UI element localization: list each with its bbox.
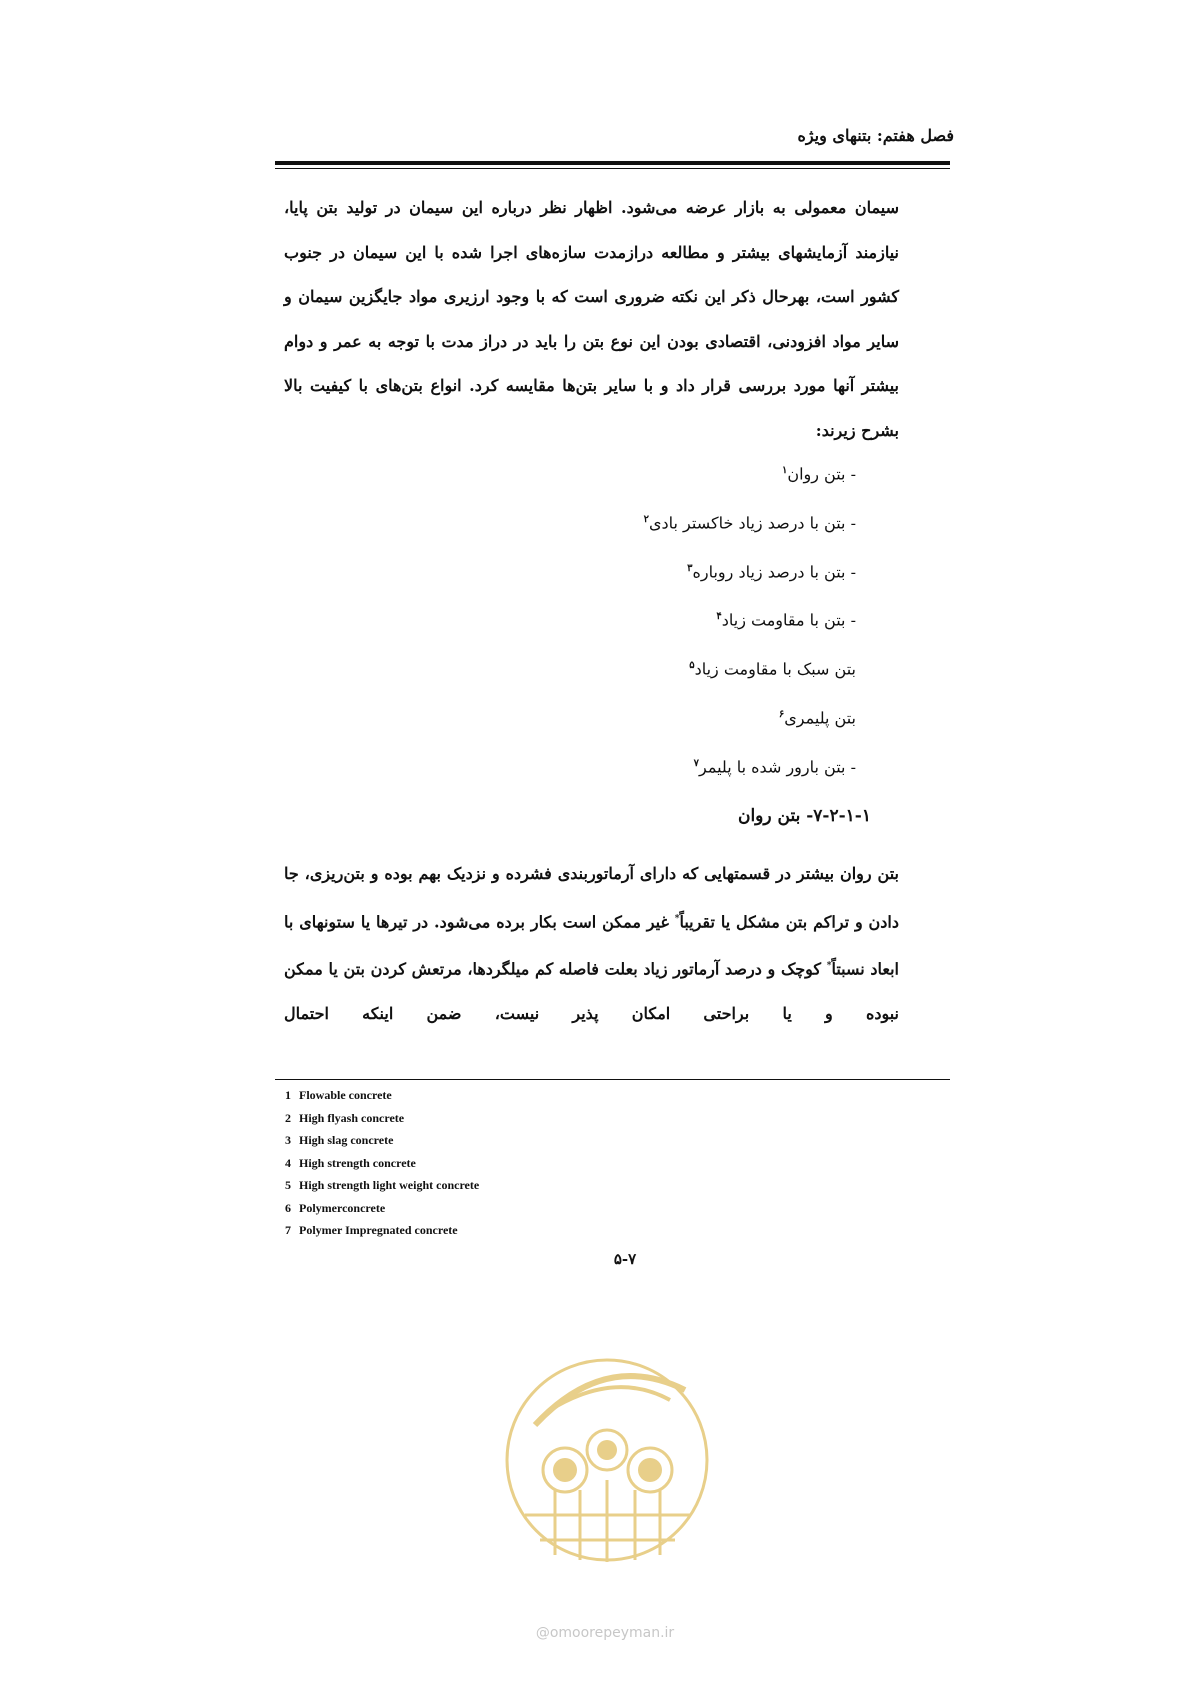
footnote-ref: ۷ [693,757,700,769]
list-item [336,594,856,643]
list-item [336,692,856,741]
footnote-number: 6 [285,1200,291,1215]
footnote-number: 2 [285,1110,291,1125]
footnote-text: High strength light weight concrete [299,1178,480,1192]
footnote [285,1152,479,1175]
footnote-ref: ۲ [643,513,649,525]
list-item-text: - بتن با مقاومت زیاد [721,610,856,630]
chapter-title: فصل هفتم: بتنهای ویژه [797,126,954,145]
footnote-text: Polymer Impregnated concrete [299,1223,458,1237]
footnote-text: High slag concrete [299,1133,394,1147]
list-item-text: بتن سبک با مقاومت زیاد [694,659,856,679]
watermark-logo-icon [495,1330,720,1605]
list-item [336,643,856,692]
footnote-ref: ۶ [778,709,785,721]
footnote [285,1174,479,1197]
footnotes-list [285,1084,479,1242]
footnote-text: Flowable concrete [299,1088,392,1102]
footnote-number: 3 [285,1133,291,1147]
list-item-text: - بتن با درصد زیاد خاکستر بادی [648,513,856,533]
footnote [285,1197,479,1220]
section-text-part: بتن روان بیشتر در قسمتهایی که دارای آرماتوربندی فشرده و نزدیک بهم بوده و بتن‌ریزی، جا دادن و تراکم بتن مشکل یا تقریباً [284,864,899,931]
watermark-site-label: @omoorepeyman.ir [535,1625,675,1641]
footnote [285,1107,479,1130]
footnote-number: 7 [285,1223,291,1237]
asterisk-mark: * [826,961,832,972]
list-item [336,448,856,497]
asterisk-mark: * [674,913,680,924]
list-item-text: - بتن با درصد زیاد روباره [692,561,856,581]
list-item-text: - بتن بارور شده با پلیمر [699,757,856,777]
list-item [336,741,856,790]
footnote-text: Polymerconcrete [299,1200,386,1215]
list-item-text: بتن پلیمری [784,708,856,728]
footnote-number: 4 [285,1155,291,1170]
header-rule-thin [275,168,950,169]
section-heading: ۷-۲-۱-۱- بتن روان [737,806,871,826]
footnote [285,1084,479,1107]
concrete-types-list [336,448,856,790]
footnote [285,1219,479,1242]
intro-paragraph-text: سیمان معمولی به بازار عرضه می‌شود. اظهار نظر درباره این سیمان در تولید بتن پایا، نیازمند آزمایشهای بیشتر و مطالعه درازمدت سازه‌های اجرا شده با این سیمان در جنوب کشور است، بهرحال ذکر این نکته ضروری است که با وجود ارزیری مواد جایگزین سیمان و سایر مواد افزودنی، اقتصادی بودن این نوع بتن را باید در دراز مدت با توجه به عمر و دوام بیشتر آنها مورد بررسی قرار داد و با سایر بتن‌ها مقایسه کرد. انواع بتن‌های با کیفیت بالا بشرح زیرند: [284,198,900,440]
list-item [336,497,856,546]
footnote-text: High flyash concrete [299,1110,405,1125]
section-paragraph [284,852,899,1037]
footnote [285,1129,479,1152]
section-text-part: کوچک و درصد آرماتور زیاد بعلت فاصله کم میلگردها، مرتعش کردن بتن یا ممکن نبوده و یا براحتی امکان پذیر نیست، ضمن اینکه احتمال [284,959,899,1024]
list-item [336,546,856,595]
page-number: ۵-۷ [613,1250,637,1268]
footnote-text: High strength concrete [299,1155,416,1170]
footnote-ref: ۳ [687,562,693,574]
footnote-ref: ۱ [781,465,788,476]
section-text-part: غیر ممکن است بکار برده می‌شود. در تیرها یا ستونهای با ابعاد نسبتاً [284,911,899,979]
footnote-number: 1 [285,1088,291,1102]
list-item-text: - بتن روان [787,464,856,484]
footnote-number: 5 [285,1178,291,1192]
footnote-ref: ۴ [716,611,722,623]
footnote-ref: ۵ [689,660,695,672]
header-rule-thick [275,161,950,165]
footnote-rule [275,1079,950,1080]
intro-paragraph [284,186,899,453]
